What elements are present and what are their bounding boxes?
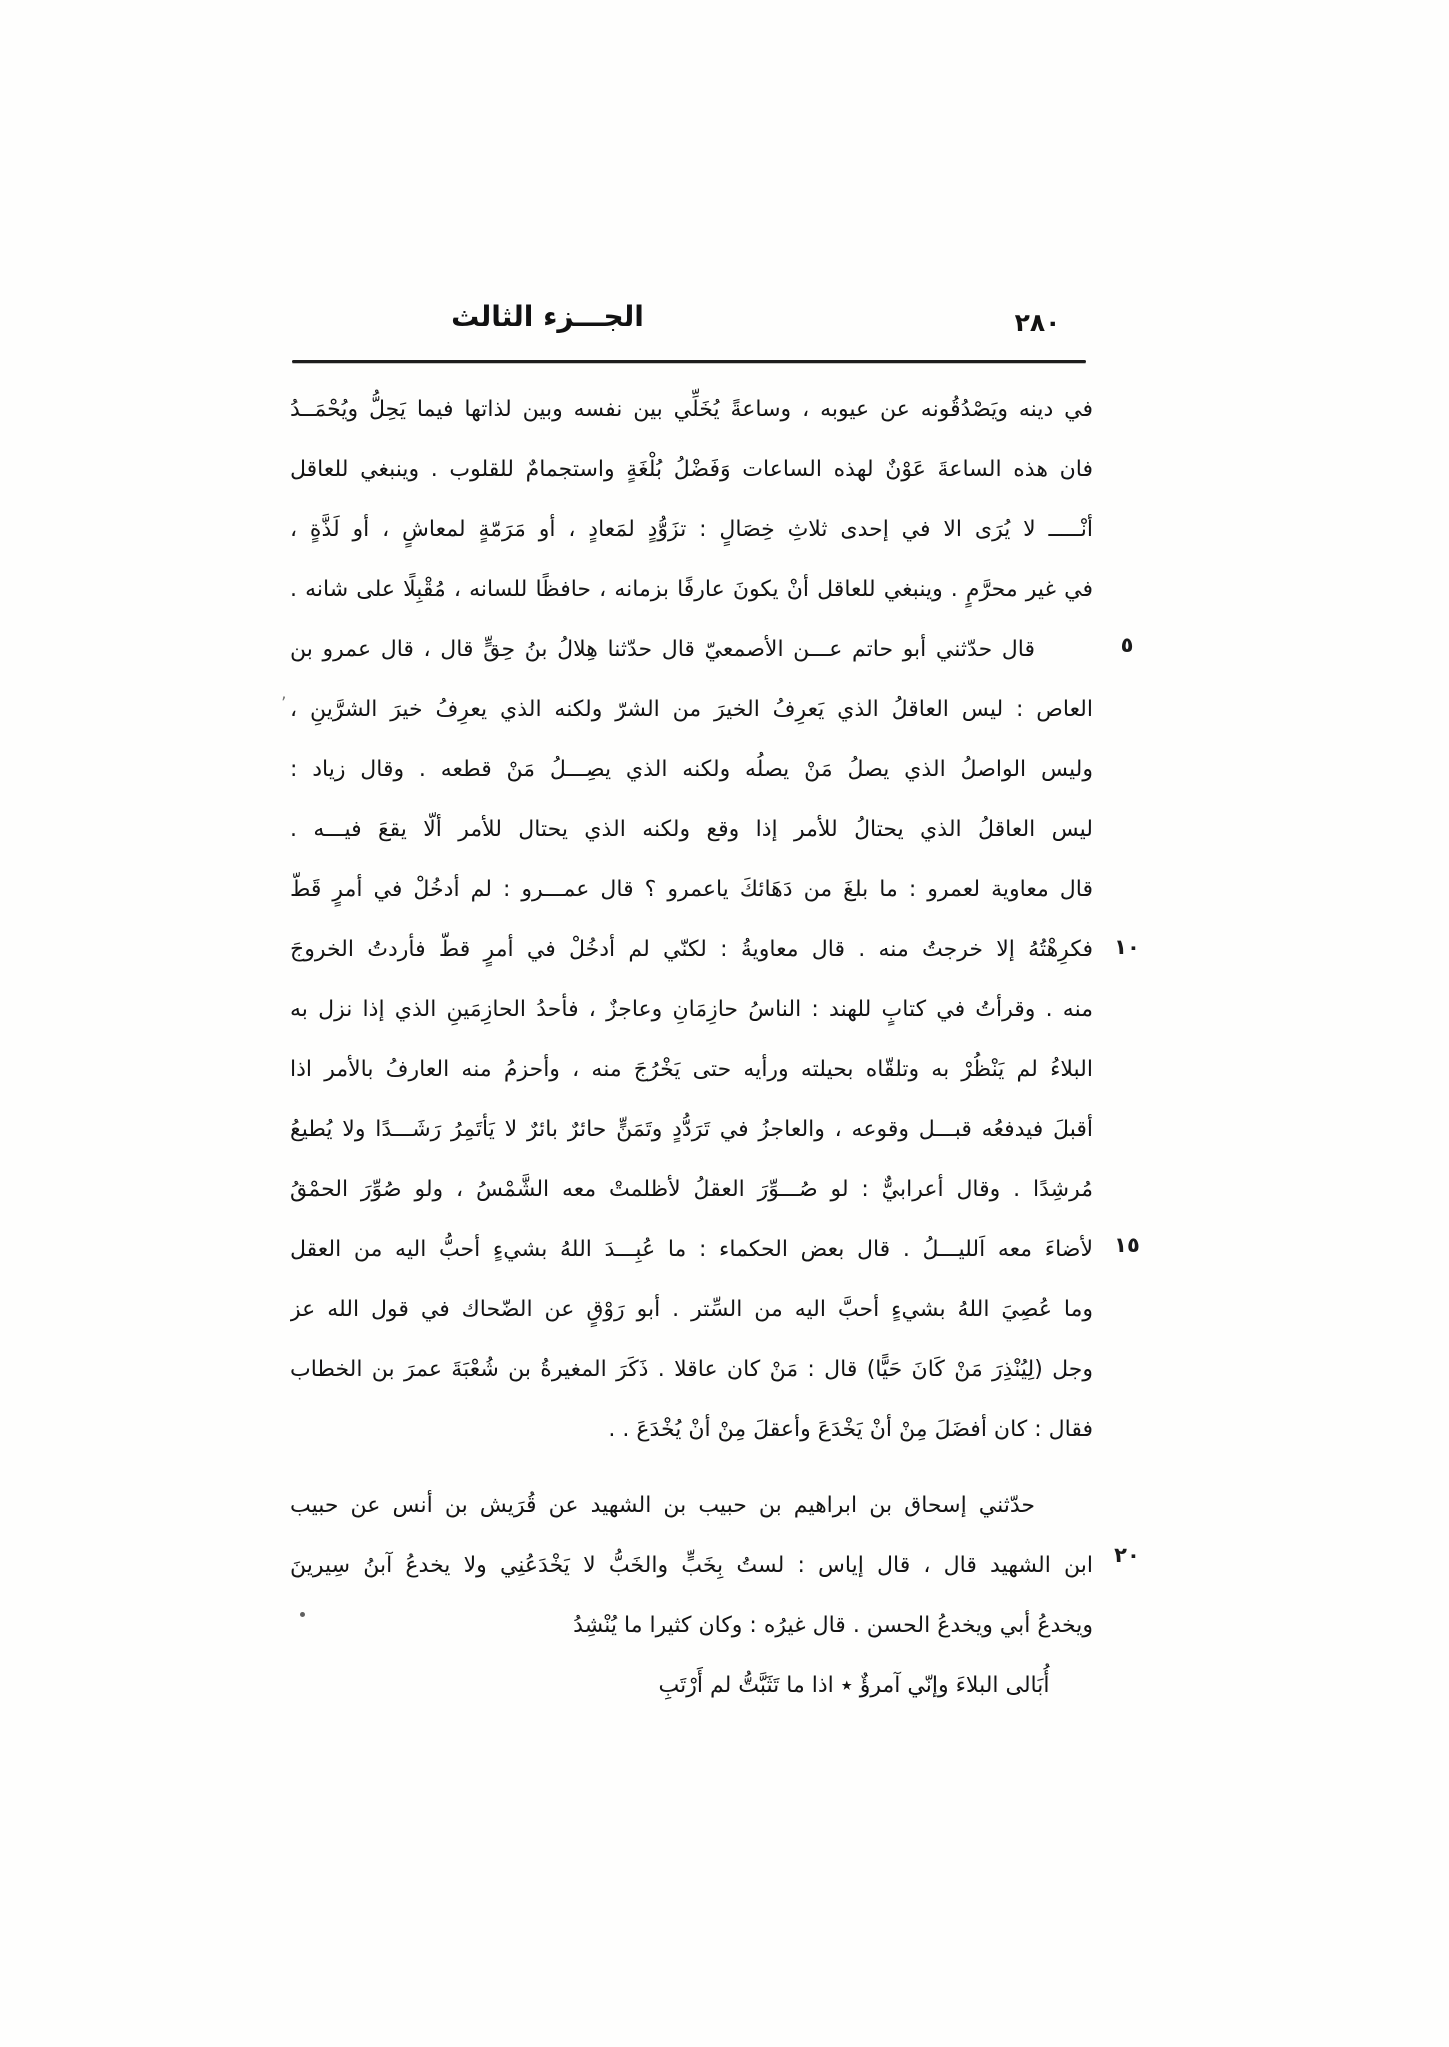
- text-line: منه . وقرأتُ في كتابٍ للهند : الناسُ حازِمَانِ وعاجزٌ ، فأحدُ الحازِمَينِ الذي إذا نزل به: [290, 997, 1093, 1022]
- text-line: أقبلَ فيدفعُه قبـــل وقوعه ، والعاجزُ في تَرَدُّدٍ وتَمَنٍّ حائرٌ بائرٌ لا يَأتَمِرُ رَشَـــدًا ولا يُطيعُ: [290, 1117, 1093, 1142]
- text-line: مُرشِدًا . وقال أعرابيٌّ : لو صُـــوِّرَ العقلُ لأظلمتْ معه الشَّمْسُ ، ولو صُوِّرَ الحمْقُ: [290, 1177, 1093, 1202]
- text-line: حدّثني إسحاق بن ابراهيم بن حبيب بن الشهيد عن قُرَيش بن أنس عن حبيب: [290, 1493, 1035, 1518]
- text-line: قال حدّثني أبو حاتم عـــن الأصمعيّ قال حدّثنا هِلالُ بنُ حِقٍّ قال ، قال عمرو بن: [290, 637, 1035, 662]
- text-line: البلاءُ لم يَنْظُرْ به وتلقّاه بحيلته ورأيه حتى يَخْرُجَ منه ، وأحزمُ منه العارفُ بالأمر اذا: [290, 1057, 1093, 1082]
- margin-line-number: ١٥: [1114, 1233, 1140, 1257]
- text-line: وجل (لِيُنْذِرَ مَنْ كَانَ حَيًّا) قال : مَنْ كان عاقلا . ذَكَرَ المغيرةُ بن شُعْبَةَ عمرَ بن الخطاب: [290, 1357, 1093, 1382]
- text-line: قال معاوية لعمرو : ما بلغَ من دَهَائكَ ياعمرو ؟ قال عمـــرو : لم أدخُلْ في أمرٍ قَطّ: [290, 877, 1093, 902]
- text-line: وما عُصِيَ اللهُ بشيءٍ أحبَّ اليه من السِّتر . أبو رَوْقٍ عن الضّحاك في قول الله عز: [290, 1297, 1093, 1322]
- verse-line: أُبَالى البلاءَ وإنّي آمرؤٌ ٭ اذا ما تَثَبَّتُّ لم أَرْتَبِ: [658, 1673, 1050, 1698]
- scan-artifact-tick: ’: [281, 694, 287, 714]
- margin-line-number: ٥: [1120, 633, 1134, 657]
- text-line: في غير محرَّمٍ . وينبغي للعاقل أنْ يكونَ عارفًا بزمانه ، حافظًا للسانه ، مُقْبِلًا على شانه .: [290, 577, 1093, 602]
- text-block: [290, 380, 1093, 1716]
- text-line: ليس العاقلُ الذي يحتالُ للأمر إذا وقع ولكنه الذي يحتال للأمر ألّا يقعَ فيـــه .: [290, 817, 1093, 842]
- scan-artifact-dot: [300, 1612, 305, 1617]
- text-line: فان هذه الساعةَ عَوْنٌ لهذه الساعات وَفَضْلُ بُلْغَةٍ واستجمامٌ للقلوب . وينبغي للعاقل: [290, 457, 1093, 482]
- header-rule: [292, 360, 1086, 363]
- text-line: فكرِهْتُهُ إلا خرجتُ منه . قال معاويةُ : لكنّي لم أدخُلْ في أمرٍ قطّ فأردتُ الخروجَ: [290, 937, 1093, 962]
- text-line: ابن الشهيد قال ، قال إياس : لستُ بِخَبٍّ والخَبُّ لا يَخْدَعُنِي ولا يخدعُ آبنُ سِيرينَ: [290, 1553, 1093, 1578]
- margin-line-number: ٢٠: [1114, 1543, 1140, 1567]
- margin-line-number: ١٠: [1114, 935, 1140, 959]
- text-line: وليس الواصلُ الذي يصلُ مَنْ يصلُه ولكنه الذي يصِـــلُ مَنْ قطعه . وقال زياد :: [290, 757, 1093, 782]
- text-line: ويخدعُ أبي ويخدعُ الحسن . قال غيرُه : وكان كثيرا ما يُنْشِدُ: [573, 1613, 1093, 1638]
- text-line: لأضاءَ معه اَلليـــلُ . قال بعض الحكماء : ما عُبِـــدَ اللهُ بشيءٍ أحبُّ اليه من العقل: [290, 1237, 1093, 1262]
- text-line: العاص : ليس العاقلُ الذي يَعرِفُ الخيرَ من الشرّ ولكنه الذي يعرِفُ خيرَ الشرَّينِ ،: [290, 697, 1093, 722]
- text-line: فقال : كان أفضَلَ مِنْ أنْ يَخْدَعَ وأعقلَ مِنْ أنْ يُخْدَعَ . .: [608, 1417, 1093, 1442]
- page-title: الجـــزء الثالث: [451, 300, 644, 333]
- page-number: ٢٨٠: [1014, 308, 1061, 337]
- text-line: أنْـــــ لا يُرَى الا في إحدى ثلاثِ خِصَالٍ : تزَوُّدٍ لمَعادٍ ، أو مَرَمّةٍ لمعاشٍ ، أو لَذَّةٍ ،: [290, 517, 1093, 542]
- text-line: في دينه ويَصْدُقُونه عن عيوبه ، وساعةً يُخَلِّي بين نفسه وبين لذاتها فيما يَحِلُّ ويُحْمَــدُ: [290, 397, 1093, 422]
